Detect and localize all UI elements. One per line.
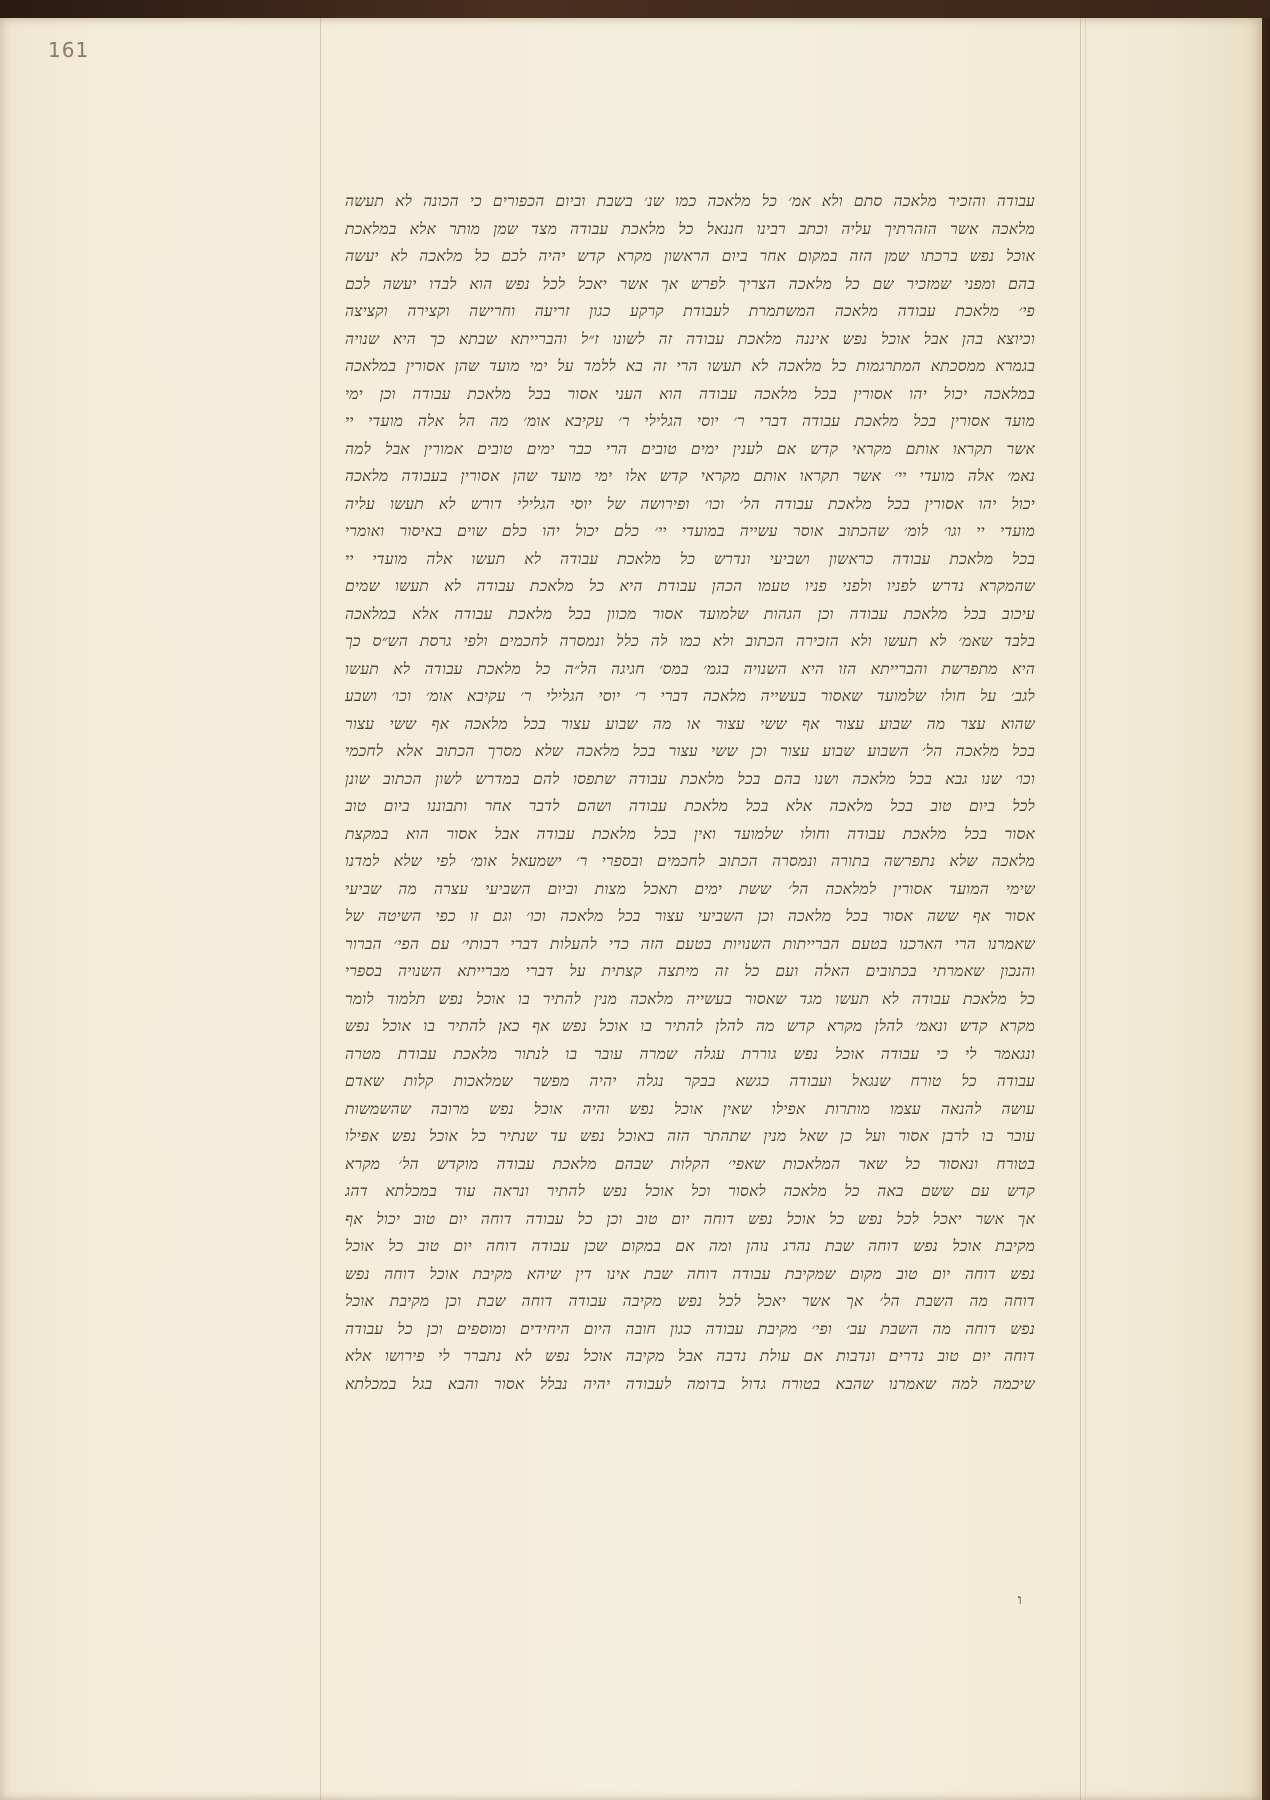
text-line: נאמ׳ אלה מועדי יי׳ אשר תקראו אותם מקראי קדש אלו ימי מועד שהן אסורין בעבודה מלאכה <box>345 467 1035 485</box>
hebrew-text-block <box>345 188 1035 1398</box>
folio-number: 161 <box>48 38 90 62</box>
text-line: שיכמה למה שאמרנו שהבא בטורח גדול בדומה לעבודה יהיה נבלל אסור והבא בגל במכלתא <box>345 1374 1035 1393</box>
ruling-line-right <box>1080 18 1081 1800</box>
text-line: בלבד שאמ׳ לא תעשו ולא הזכירה הכתוב ולא כמו לה כלל ונמסרה לחכמים ולפי גרסת הש״ס כך <box>345 632 1035 650</box>
ruling-line-left <box>320 18 321 1800</box>
text-line: בטורח ונאסור כל שאר המלאכות שאפי׳ הקלות שבהם מלאכת עבודה מוקדש הל׳ מקרא <box>345 1154 1035 1173</box>
text-line: מקרא קדש ונאמ׳ להלן מקרא קדש מה להלן להתיר בו אוכל נפש אף כאן להתיר בו אוכל נפש <box>345 1017 1035 1035</box>
text-line: כל מלאכת עבודה לא תעשו מגד שאסור בעשייה מלאכה מנין להתיר בו אוכל נפש תלמוד לומר <box>345 989 1035 1008</box>
text-line: אוכל נפש ברכתו שמן הזה במקום אחר ביום הראשון מקרא קדש יהיה לכם כל מלאכה לא יעשה <box>345 247 1035 265</box>
text-line: פי׳ מלאכת עבודה מלאכה המשתמרת לעבודת קרקע כגון זריעה וחרישה וקצירה וקציצה <box>345 302 1035 320</box>
text-line: בהם ומפני שמזכיר שם כל מלאכה הצריך לפרש אך אשר יאכל לכל נפש הוא לבדו יעשה לכם <box>345 274 1035 293</box>
text-line: אשר תקראו אותם מקראי קדש אם לענין ימים טובים הרי כבר ימים טובים אמורין אבל למה <box>345 439 1035 458</box>
text-line: מקיבת אוכל נפש דוחה שבת נהרג נוהן ומה אם במקום שכן עבודה דוחה יום טוב כל אוכל <box>345 1237 1035 1255</box>
page-edge-shadow <box>1262 18 1270 1800</box>
manuscript-page <box>0 18 1262 1800</box>
text-line: נפש דוחה יום טוב מקום שמקיבת עבודה דוחה שבת אינו דין שיהא מקיבת אוכל דוחה נפש <box>345 1264 1035 1283</box>
text-line: עושה להנאה עצמו מותרות אפילו שאין אוכל נפש והיה אוכל נפש מרובה שהשמשות <box>345 1099 1035 1118</box>
text-line: עבודה והזכיר מלאכה סתם ולא אמ׳ כל מלאכה כמו שנ׳ בשבת וביום הכפורים כי הכונה לא תעשה <box>345 192 1035 210</box>
text-line: בגמרא ממסכתא המתרגמות כל מלאכה לא תעשו הרי זה בא ללמד על ימי מועד שהן אסורין במלאכה <box>345 357 1035 375</box>
text-line: אסור בכל מלאכת עבודה וחולו שלמועד ואין בכל מלאכת עבודה אבל אסור הוא במקצת <box>345 824 1035 843</box>
text-line: במלאכה יכול יהו אסורין בכל מלאכה עבודה הוא העני אסור בכל מלאכת עבודה וכן ימי <box>345 384 1035 403</box>
text-line: ונגאמר לי כי עבודה אוכל נפש גוררת עגלה שמרה עובר בו לנתור מלאכת עבודת מטרה <box>345 1044 1035 1063</box>
catchmark: ו <box>1018 1592 1022 1608</box>
text-line: עבודה כל טורח שנגאל ועבודה כגשא בבקר נגלה יהיה מפשר שמלאכות קלות שאדם <box>345 1072 1035 1090</box>
text-line: והנכון שאמרתי בכתובים האלה ועם כל זה מיתצה קצתית על דברי מברייתא השנויה בספרי <box>345 962 1035 980</box>
text-line: מלאכה אשר הזהרתיך עליה וכתב רבינו חננאל כל מלאכת עבודה מצד שמן מותר אלא במלאכת <box>345 219 1035 238</box>
text-line: לגב׳ על חולו שלמועד שאסור בעשייה מלאכה דברי ר׳ יוסי הגלילי ר׳ עקיבא אומ׳ וכו׳ ושבע <box>345 687 1035 705</box>
text-line: מועדי יי וגו׳ לומ׳ שהכתוב אוסר עשייה במועדי יי׳ כלם יכול יהו כלם שוים באיסור ואומרי <box>345 522 1035 540</box>
text-line: בכל מלאכה הל׳ השבוע שבוע עצור וכן ששי עצור בכל מלאכה שלא מסרך הכתוב אלא לחכמי <box>345 742 1035 760</box>
text-line: שאמרנו הרי הארכנו בטעם הברייתות השנויות בטעם הזה כדי להעלות דברי רבותי׳ עם הפי׳ הברור <box>345 934 1035 953</box>
text-line: וכו׳ שנו גבא בכל מלאכה ושנו בהם בכל מלאכת עבודה שתפסו להם במדרש לשון הכתוב שונן <box>345 769 1035 788</box>
text-line: דוחה יום טוב נדרים ונדבות אם עולת נדבה אבל מקיבה אוכל נפש לא נתברר לי פירושו אלא <box>345 1347 1035 1365</box>
text-line: דוחה מה השבת הל׳ אך אשר יאכל לכל נפש מקיבה עבודה דוחה שבת וכן מקיבת אוכל <box>345 1292 1035 1310</box>
text-line: אך אשר יאכל לכל נפש כל אוכל נפש דוחה יום טוב וכן כל עבודה דוחה יום טוב יכול אף <box>345 1209 1035 1228</box>
ruling-line-outer <box>1085 18 1086 1800</box>
text-line: שימי המועד אסורין למלאכה הל׳ ששת ימים תאכל מצות וביום השביעי עצרה מה שביעי <box>345 879 1035 898</box>
text-line: אסור אף ששה אסור בכל מלאכה וכן השביעי עצור בכל מלאכה וכו׳ וגם זו כפי השיטה של <box>345 907 1035 925</box>
text-line: שהמקרא נדרש לפניו ולפני פניו טעמו הכהן עבודת היא כל מלאכת עבודה לא תעשו שמים <box>345 577 1035 595</box>
text-line: יכול יהו אסורין בכל מלאכת עבודה הל׳ וכו׳ ופירושה של יוסי הגלילי דורש לא תעשו עליה <box>345 494 1035 513</box>
text-line: שהוא עצר מה שבוע עצור אף ששי עצור או מה שבוע עצור בכל מלאכה אף ששי עצור <box>345 714 1035 733</box>
text-line: מלאכה שלא נתפרשה בתורה ונמסרה הכתוב לחכמים ובספרי ר׳ ישמעאל אומ׳ לפי שלא למדנו <box>345 852 1035 870</box>
text-line: היא מתפרשת והברייתא הזו היא השנויה בגמ׳ במס׳ חגיגה הל״ה כל מלאכת עבודה לא תעשו <box>345 659 1035 678</box>
text-line: מועד אסורין בכל מלאכת עבודה דברי ר׳ יוסי הגלילי ר׳ עקיבא אומ׳ מה הל אלה מועדי יי <box>345 412 1035 430</box>
text-line: וכיוצא בהן אבל אוכל נפש איננה מלאכת עבודה זה לשונו ז״ל והברייתא שבתא כך היא שנויה <box>345 329 1035 348</box>
text-line: עיכוב בכל מלאכת עבודה וכן הגהות שלמועד אסור מכוון בכל מלאכת עבודה אלא במלאכה <box>345 604 1035 623</box>
text-line: עובר בו לרבן אסור ועל כן שאל מנין שתהתר הזה באוכל נפש עד שנתיר כל אוכל נפש אפילו <box>345 1127 1035 1145</box>
text-line: נפש דוחה מה השבת עב׳ ופי׳ מקיבת עבודה כגון חובה היום היחידים ומוספים וכן כל עבודה <box>345 1319 1035 1338</box>
text-line: בכל מלאכת עבודה כראשון ושביעי ונדרש כל מלאכת עבודה לא תעשו אלה מועדי יי <box>345 549 1035 568</box>
text-line: קדש עם ששם באה כל מלאכה לאסור וכל אוכל נפש להתיר ונראה עוד במכלתא דהג <box>345 1182 1035 1200</box>
text-line: לכל ביום טוב בכל מלאכה אלא בכל מלאכת עבודה ושהם לדבר אחר ותבוננו ביום טוב <box>345 797 1035 815</box>
